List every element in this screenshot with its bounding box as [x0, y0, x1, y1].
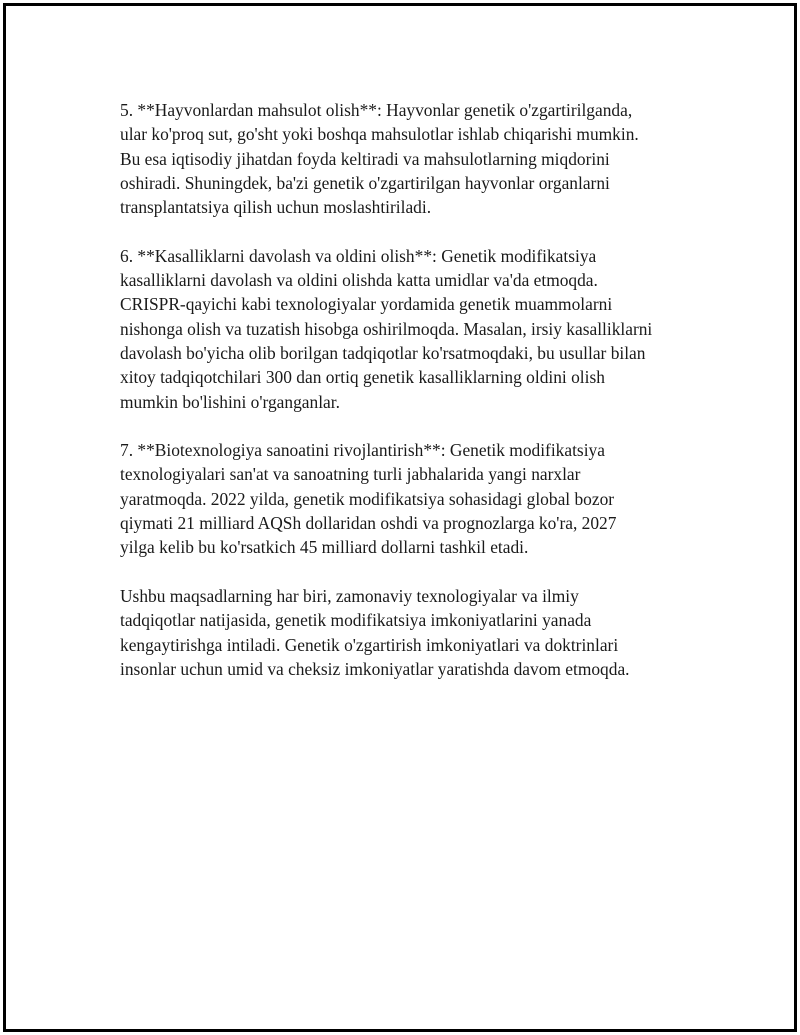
document-body	[120, 98, 700, 705]
paragraph-conclusion: Ushbu maqsadlarning har biri, zamonaviy texnologiyalar va ilmiy tadqiqotlar natijasida, genetik modifikatsiya imkoniyatlarini yanada kengaytirishga intiladi. Genetik o'zgartirish imkoniyatlari va doktrinlari insonlar uchun umid va cheksiz imkoniyatlar yaratishda davom etmoqda.	[120, 585, 630, 679]
paragraph-biotech-industry: 7. **Biotexnologiya sanoatini rivojlantirish**: Genetik modifikatsiya texnologiyalari san'at va sanoatning turli jabhalarida yangi narxlar yaratmoqda. 2022 yilda, genetik modifikatsiya sohasidagi global bozor qiymati 21 milliard AQSh dollaridan oshdi va prognozlarga ko'ra, 2027 yilga kelib bu ko'rsatkich 45 milliard dollarni tashkil etadi.	[120, 440, 617, 558]
paragraph-animal-products: 5. **Hayvonlardan mahsulot olish**: Hayvonlar genetik o'zgartirilganda, ular ko'proq sut, go'sht yoki boshqa mahsulotlar ishlab chiqarishi mumkin. Bu esa iqtisodiy jihatdan foyda keltiradi va mahsulotlarning miqdorini oshiradi. Shuningdek, ba'zi genetik o'zgartirilgan hayvonlar organlarni transplantatsiya qilish uchun moslashtiriladi.	[120, 100, 639, 218]
paragraph-disease-treatment: 6. **Kasalliklarni davolash va oldini olish**: Genetik modifikatsiya kasalliklarni davolash va oldini olishda katta umidlar va'da etmoqda. CRISPR-qayichi kabi texnologiyalar yordamida genetik muammolarni nishonga olish va tuzatish hisobga oshirilmoqda. Masalan, irsiy kasalliklarni davolash bo'yicha olib borilgan tadqiqotlar ko'rsatmoqdaki, bu usullar bilan xitoy tadqiqotchilari 300 dan ortiq genetik kasalliklarning oldini olish mumkin bo'lishini o'rganganlar.	[120, 245, 653, 412]
page-frame	[3, 3, 797, 1032]
